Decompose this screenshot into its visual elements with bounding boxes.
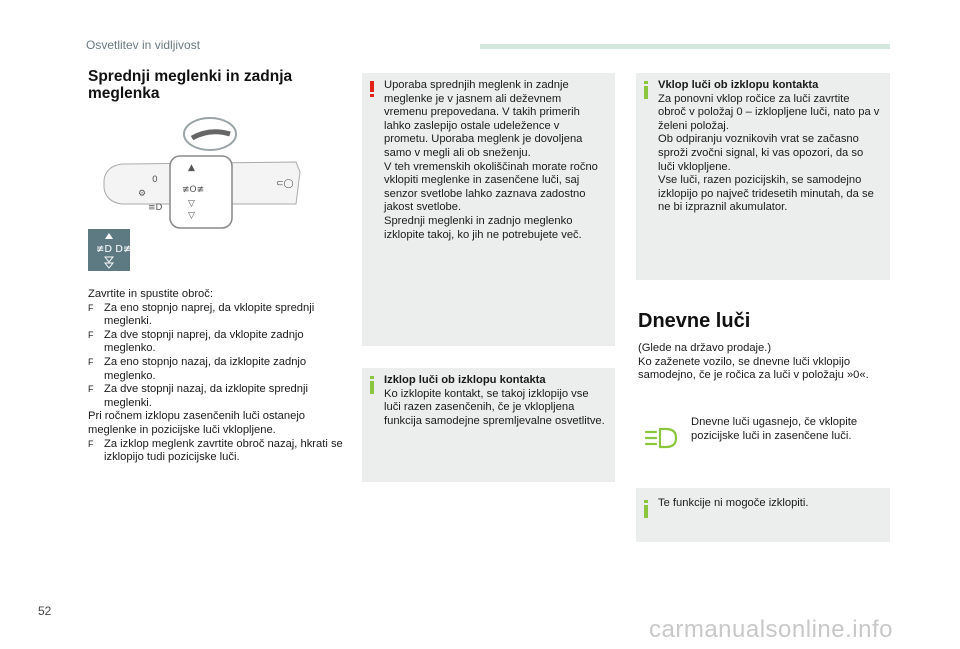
daytime-icon-text: Dnevne luči ugasnejo, če vklopite pozicijske luči in zasenčene luči. [691,416,858,442]
warning-paragraph: Uporaba sprednjih meglenk in zadnje meglenke je v jasnem ali deževnem vremenu prepovedana. V takih primerih lahko zaslepijo ostale udeležence v prometu. Uporaba meglenk je dovoljena samo v megli ali ob sneženju. [384,79,583,159]
fog-light-instructions [88,288,350,465]
warning-box [362,73,615,346]
info-icon [642,500,650,518]
header-accent-bar [480,44,890,49]
info-text: Te funkcije ni mogoče izklopiti. [658,497,809,509]
warning-paragraph: V teh vremenskih okoliščinah morate ročno vklopiti meglenke in zasenčene luči, saj senzor svetlobe lahko zaznava zadostno jakost svetlobe. [384,160,598,214]
list-item: F Za izklop meglenk zavrtite obroč nazaj, hkrati se izklopijo tudi pozicijske luči. [88,437,343,464]
svg-text:0: 0 [152,175,158,185]
info-box-lights-on [636,73,890,280]
manual-off-paragraph: Pri ročnem izklopu zasenčenih luči ostanejo meglenke in pozicijske luči vklopljene. [88,410,306,436]
watermark: carmanualsonline.info [649,616,893,643]
info-text: Za ponovni vklop ročice za luči zavrtite obroč v položaj 0 – izklopljene luči, nato pa v želeni položaj. [658,92,880,132]
svg-text:▽: ▽ [188,199,195,209]
fog-light-indicator-box [88,229,130,271]
info-text: Ob odpiranju voznikovih vrat se začasno sproži zvočni signal, ki vas opozori, da so luči vklopljene. [658,133,864,173]
info-title: Izklop luči ob izklopu kontakta [384,374,546,386]
svg-text:⊂◯: ⊂◯ [276,179,294,189]
list-item: F Za eno stopnjo nazaj, da izklopite zadnjo meglenko. [88,355,307,382]
daytime-lights-title: Dnevne luči [638,310,751,332]
instructions-intro: Zavrtite in spustite obroč: [88,288,213,300]
fog-light-icon [88,229,130,271]
info-icon [642,81,650,99]
section-title: Sprednji meglenki in zadnja meglenka [88,68,293,102]
info-box-lights-off [362,368,615,482]
svg-text:≢O≢: ≢O≢ [182,185,205,195]
steering-wheel-icon [184,118,236,150]
warning-paragraph: Sprednji meglenki in zadnjo meglenko izklopite takoj, ko jih ne potrebujete več. [384,214,582,241]
light-stalk-illustration [100,108,338,238]
info-text: Vse luči, razen pozicijskih, se samodejno izklopijo po največ tridesetih minutah, da se ne bi izpraznil akumulator. [658,174,874,214]
info-title: Vklop luči ob izklopu kontakta [658,79,819,91]
info-text: Ko izklopite kontakt, se takoj izklopijo vse luči razen zasenčenih, če je vklopljena funkcija samodejne spremljevalne osvetlitve. [384,387,605,427]
list-item: F Za dve stopnji naprej, da vklopite zadnjo meglenko. [88,328,304,355]
exclamation-icon [368,81,376,97]
svg-text:≢D D≢: ≢D D≢ [96,244,130,255]
svg-text:▲: ▲ [188,163,195,173]
svg-text:⚙: ⚙ [138,189,147,199]
daytime-lights-text: (Glede na državo prodaje.) Ko zaženete vozilo, se dnevne luči vklopijo samodejno, če je ročica za luči v položaju »0«. [638,342,869,382]
daytime-running-light-icon [644,426,678,450]
svg-text:≡D: ≡D [148,203,163,213]
list-item: F Za eno stopnjo naprej, da vklopite sprednji meglenki. [88,301,315,328]
list-item: F Za dve stopnji nazaj, da izklopite sprednji meglenki. [88,383,308,409]
page-number: 52 [38,604,52,618]
info-box-note [636,488,890,542]
chapter-title: Osvetlitev in vidljivost [86,38,201,52]
info-icon [368,376,376,394]
svg-text:▽: ▽ [188,211,195,221]
